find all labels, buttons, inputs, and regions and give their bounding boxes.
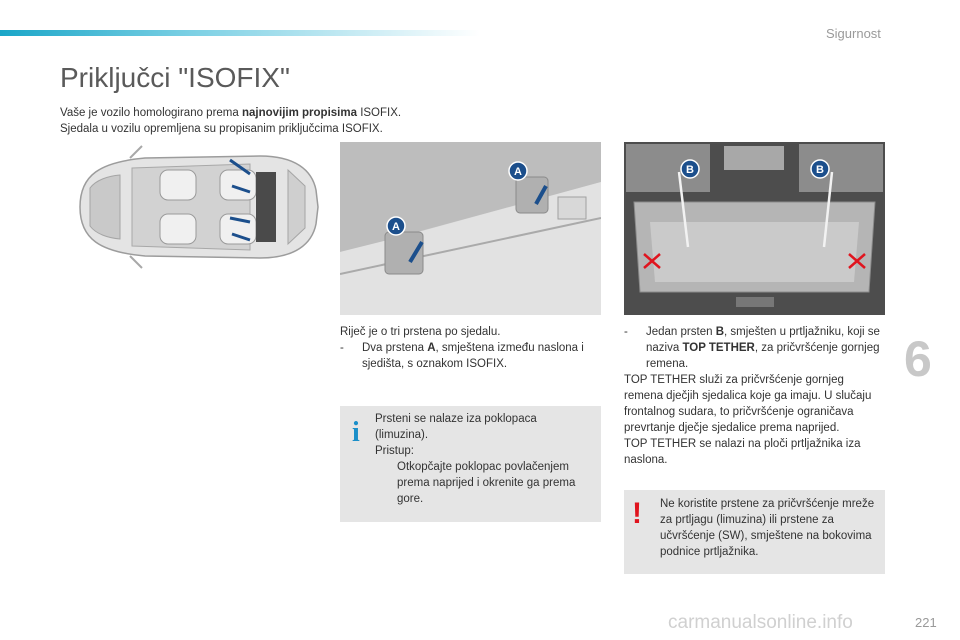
warning-icon: !: [632, 497, 642, 530]
middle-list-item: - Dva prstena A, smještena između naslona i sjedišta, s oznakom ISOFIX.: [340, 342, 584, 370]
marker-a-2: A: [514, 166, 522, 178]
page-title: Priključci "ISOFIX": [60, 62, 290, 93]
seat-anchor-photo: [340, 142, 601, 315]
header-accent-bar: [0, 30, 480, 36]
trunk-anchor-photo: [624, 142, 885, 315]
middle-lead: Riječ je o tri prstena po sjedalu.: [340, 326, 501, 338]
middle-column-text: [340, 324, 602, 372]
car-top-view-illustration: [50, 140, 330, 275]
warning-note-text: Ne koristite prstene za pričvršćenje mreže za prtljagu (limuzina) ili prstene za učvršćenje (SW), smještene na bokovima podnice prtljažnika.: [660, 498, 875, 558]
right-column-text: [624, 324, 886, 468]
right-paragraph-1: TOP TETHER služi za pričvršćenje gornjeg remena dječjih sjedalica koje ga imaju. U slučaju frontalnog sudara, to pričvršćenje ograničava prevrtanje dječje sjedalice prema naprijed.: [624, 374, 872, 434]
info-icon: i: [352, 417, 360, 448]
section-title: Sigurnost: [826, 26, 881, 41]
marker-a-1: A: [392, 221, 400, 233]
marker-b-1: B: [686, 164, 694, 176]
chapter-number: 6: [904, 331, 932, 387]
watermark: carmanualsonline.info: [668, 612, 853, 633]
right-paragraph-2: TOP TETHER se nalazi na ploči prtljažnika iza naslona.: [624, 438, 861, 466]
marker-b-2: B: [816, 164, 824, 176]
bullet-icon: [377, 459, 397, 507]
info-note-step: Otkopčajte poklopac povlačenjem prema naprijed i okrenite ga prema gore.: [397, 461, 576, 505]
right-list-item: - Jedan prsten B, smješten u prtljažniku, koji se naziva TOP TETHER, za pričvršćenje gornjeg remena.: [624, 326, 880, 370]
intro-text: Vaše je vozilo homologirano prema najnovijim propisima ISOFIX. Sjedala u vozilu opremljena su propisanim priključcima ISOFIX.: [60, 107, 402, 135]
info-note-line2: Pristup:: [375, 445, 414, 457]
info-note-line1: Prsteni se nalaze iza poklopaca (limuzina).: [375, 413, 537, 441]
page-number: 221: [915, 615, 937, 630]
warning-note: [624, 490, 885, 574]
info-note: [340, 406, 601, 522]
